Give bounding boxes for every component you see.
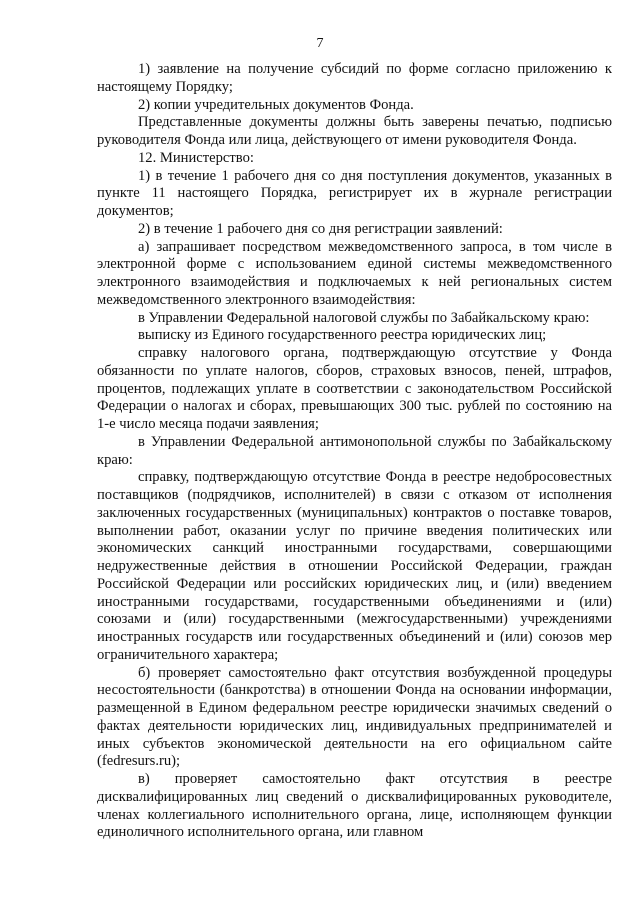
paragraph: справку, подтверждающую отсутствие Фонда в реестре недобросовестных поставщиков (подрядчиков, исполнителей) в связи с отказом от исполнения заключенных государственных (муниципальных) контрактов о поставке товаров, выполнении работ, оказании услуг по причине введения политических или экономических санкций иностранными государствами, совершающими недружественные действия в отношении Российской Федерации, граждан Российской Федерации или российских юридических лиц, и (или) введением иностранными государствами, государственными объединениями и (или) союзами и (или) государственными (межгосударственными) учреждениями иностранных государств или государственных объединений и (или) союзов мер ограничительного характера; bbox=[97, 469, 612, 663]
paragraph: выписку из Единого государственного реестра юридических лиц; bbox=[138, 327, 547, 344]
paragraph: в Управлении Федеральной налоговой службы по Забайкальскому краю: bbox=[138, 309, 590, 326]
paragraph: б) проверяет самостоятельно факт отсутствия возбужденной процедуры несостоятельности (банкротства) в отношении Фонда на основании информации, размещенной в Едином федеральном реестре юридически значимых сведений о фактах деятельности юридических лиц, индивидуальных предпринимателей и иных субъектов экономической деятельности на его официальном сайте (fedresurs.ru); bbox=[97, 664, 612, 770]
paragraph: Представленные документы должны быть заверены печатью, подписью руководителя Фонда или лица, действующего от имени руководителя Фонда. bbox=[97, 114, 612, 148]
paragraph: справку налогового органа, подтверждающую отсутствие у Фонда обязанности по уплате налогов, сборов, страховых взносов, пеней, штрафов, процентов, подлежащих уплате в соответствии с законодательством Российской Федерации о налогах и сборах, превышающих 300 тыс. рублей по состоянию на 1-е число месяца подачи заявления; bbox=[97, 345, 612, 432]
page-number: 7 bbox=[316, 36, 324, 51]
paragraph: а) запрашивает посредством межведомственного запроса, в том числе в электронной форме с использованием единой системы межведомственного электронного взаимодействия и подключаемых к ней региональных систем межведомственного электронного взаимодействия: bbox=[97, 238, 612, 308]
paragraph: 1) заявление на получение субсидий по форме согласно приложению к настоящему Порядку; bbox=[97, 61, 612, 95]
paragraph: 1) в течение 1 рабочего дня со дня поступления документов, указанных в пункте 11 настоящего Порядка, регистрирует их в журнале регистрации документов; bbox=[97, 167, 612, 219]
paragraph: 2) копии учредительных документов Фонда. bbox=[138, 96, 414, 113]
paragraph: в) проверяет самостоятельно факт отсутствия в реестре дисквалифицированных лиц сведений о дисквалифицированных руководителе, членах коллегиального исполнительного органа, лице, исполняющем функции единоличного исполнительного органа, или главном bbox=[97, 771, 612, 841]
document-body bbox=[97, 61, 612, 842]
paragraph: 12. Министерство: bbox=[138, 149, 254, 166]
paragraph: в Управлении Федеральной антимонопольной службы по Забайкальскому краю: bbox=[97, 433, 612, 468]
paragraph: 2) в течение 1 рабочего дня со дня регистрации заявлений: bbox=[138, 220, 503, 237]
